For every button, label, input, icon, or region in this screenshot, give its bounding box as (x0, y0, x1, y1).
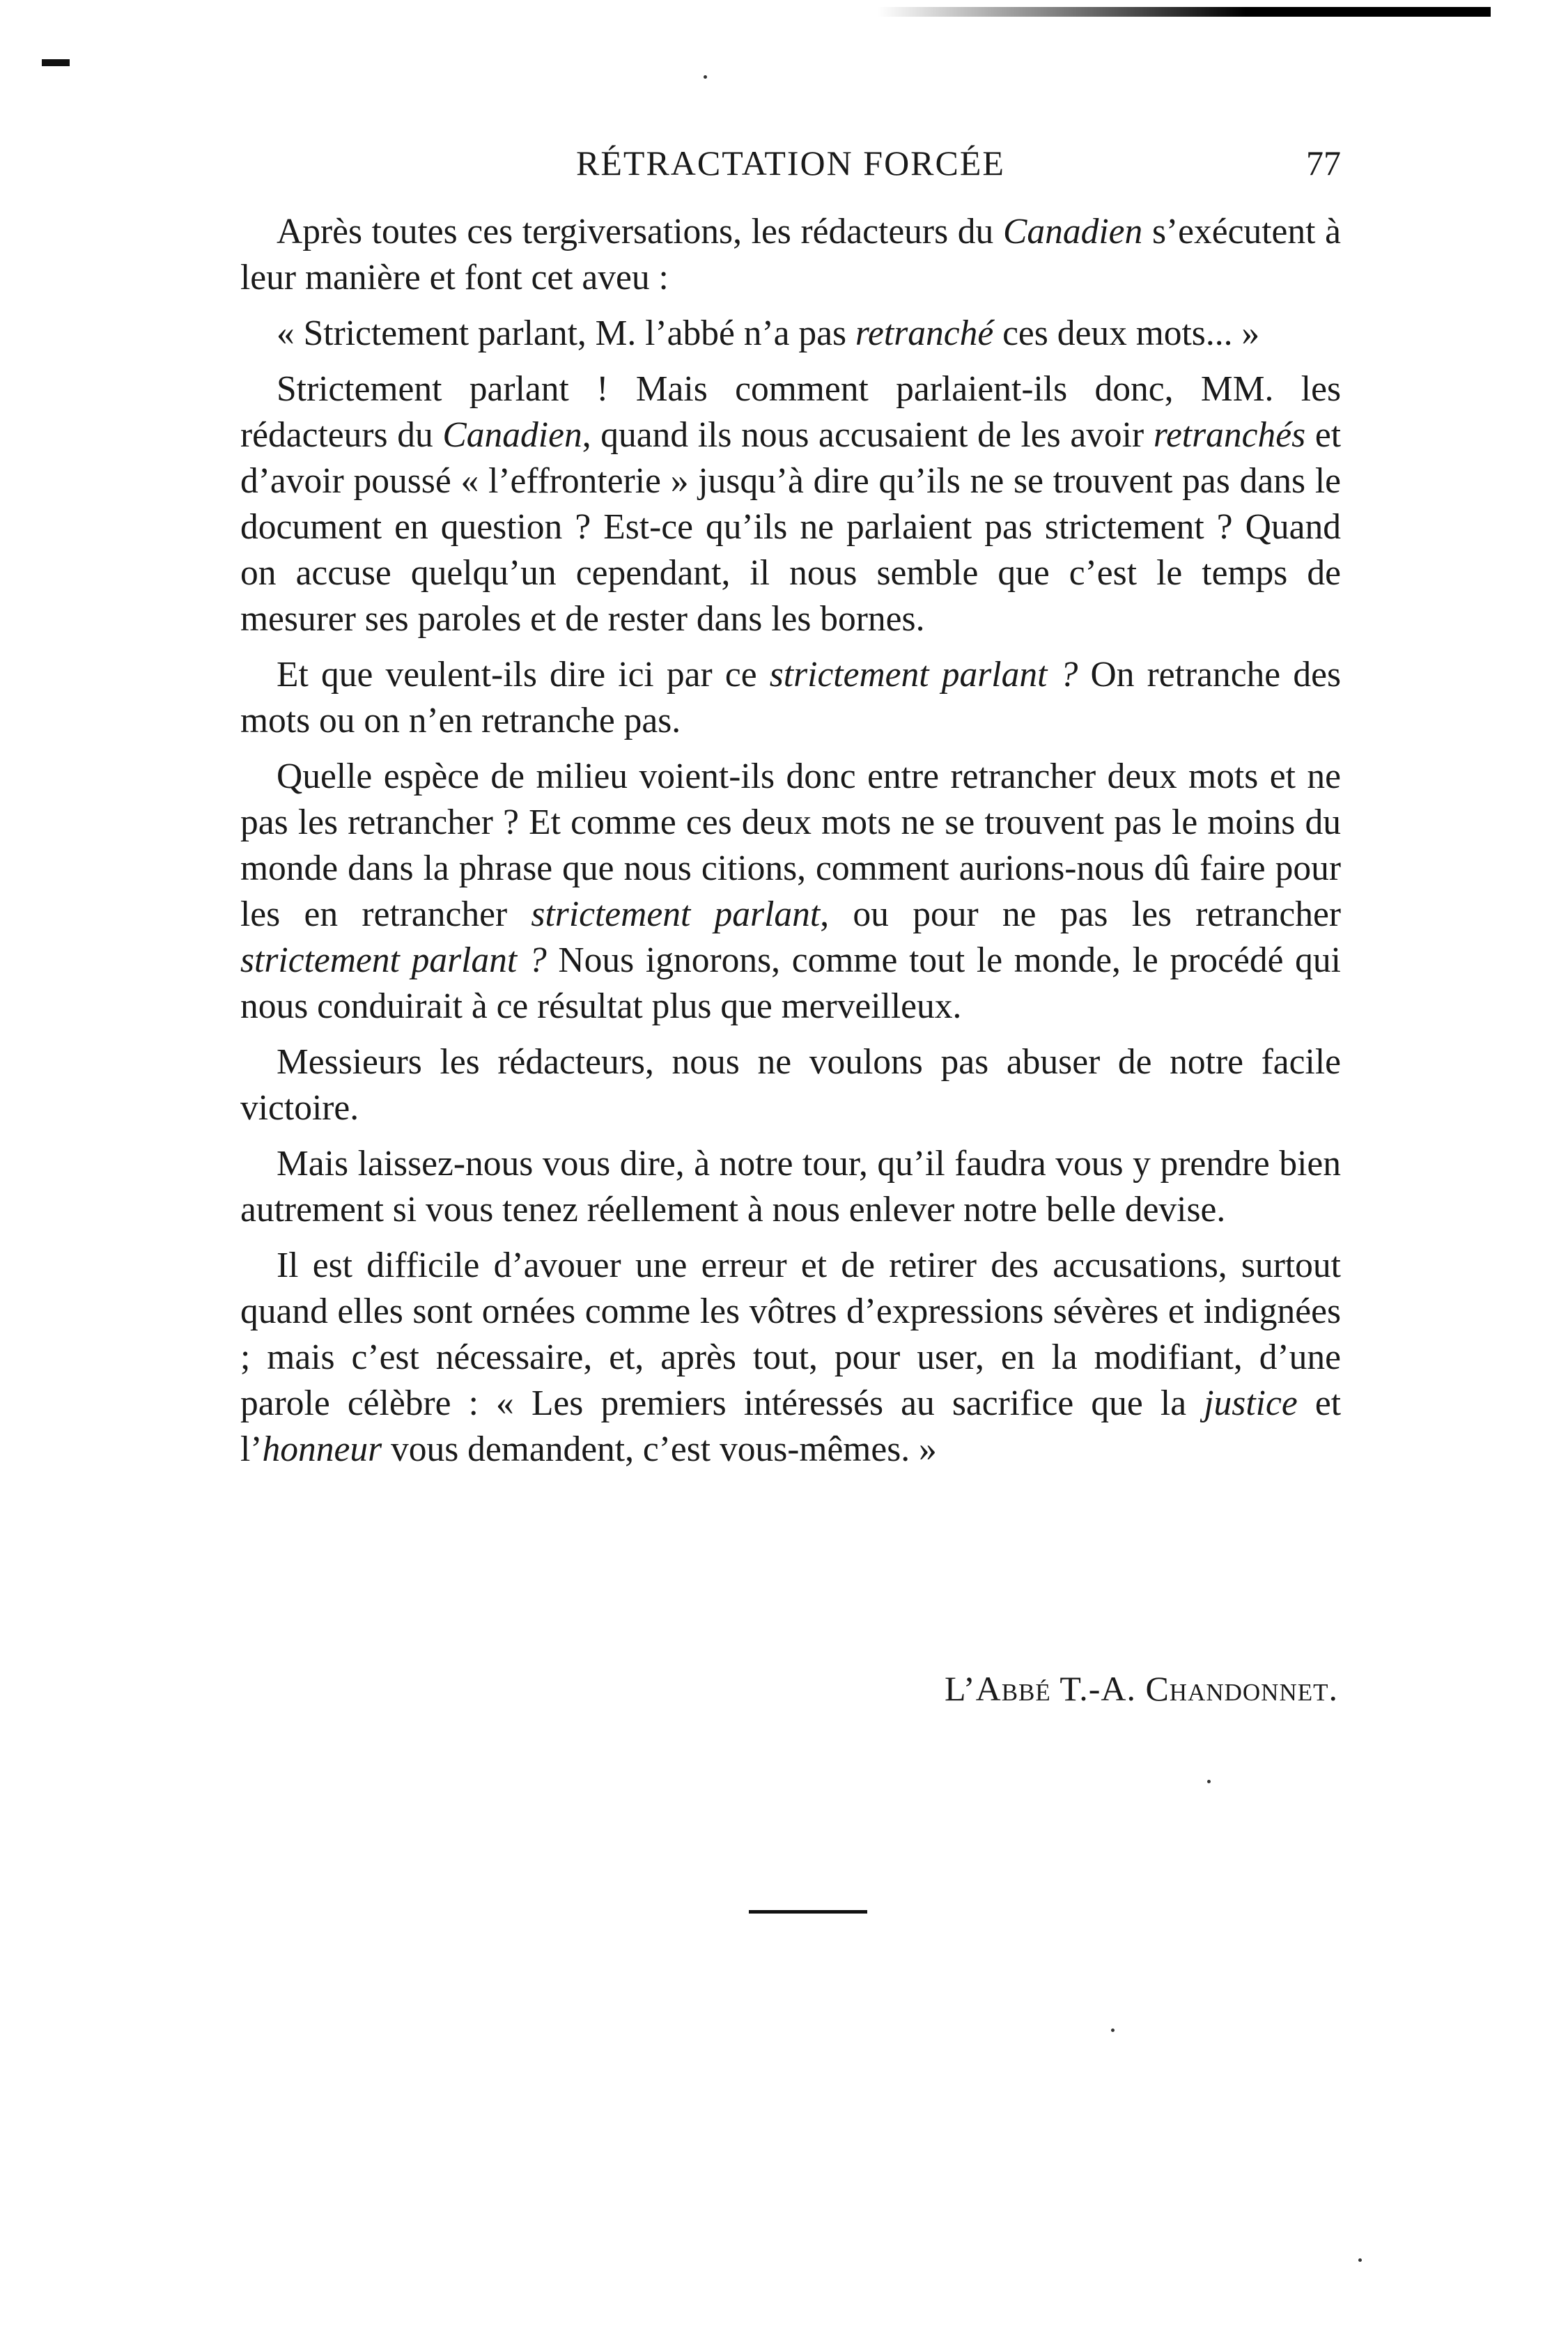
end-rule (749, 1910, 867, 1914)
paragraph (240, 209, 1341, 301)
paragraph (240, 754, 1341, 1030)
text-run: ces deux mots... » (993, 313, 1260, 353)
signature: L’Abbé T.-A. Chandonnet. (944, 1669, 1338, 1708)
text-run: Quelle espèce de milieu voient-ils donc entre retrancher deux mots et ne pas les retrancher ? Et comme ces deux mots ne se trouvent pas le moins du monde dans la phrase que nous citions, comment aurions-nous dû faire pour les en retrancher (240, 757, 1341, 934)
paragraph (240, 1039, 1341, 1131)
italic-run: Canadien (1002, 212, 1143, 251)
print-speck (1358, 2258, 1362, 2262)
print-speck (1111, 2028, 1115, 2032)
page-number: 77 (1306, 143, 1341, 183)
text-run: On retranche des mots ou on n’en retranche pas. (240, 655, 1341, 740)
paragraph (240, 1141, 1341, 1233)
body-text (240, 209, 1341, 1482)
text-run: et d’avoir poussé « l’effronterie » jusqu’à dire qu’ils ne se trouvent pas dans le document en question ? Est-ce qu’ils ne parlaient pas strictement ? Quand on accuse quelqu’un cependant, il nous semble que c’est le temps de mesurer ses paroles et de rester dans les bornes. (240, 415, 1342, 639)
text-run: Messieurs les rédacteurs, nous ne voulons pas abuser de notre facile victoire. (240, 1042, 1341, 1128)
text-run: « Strictement parlant, M. l’abbé n’a pas (277, 313, 855, 353)
italic-run: strictement parlant (531, 894, 821, 934)
italic-run: honneur (262, 1429, 382, 1469)
text-run: Strictement parlant ! Mais comment parlaient-ils donc, MM. les rédacteurs du (240, 369, 1341, 455)
italic-run: justice (1204, 1383, 1298, 1423)
print-speck (704, 75, 707, 79)
paragraph (240, 366, 1341, 642)
text-run: Nous ignorons, comme tout le monde, le procédé qui nous conduirait à ce résultat plus que merveilleux. (240, 940, 1341, 1026)
running-head (240, 143, 1341, 192)
italic-run: strictement parlant ? (240, 940, 547, 980)
text-run: , quand ils nous accusaient de les avoir (582, 415, 1154, 455)
text-run: Et que veulent-ils dire ici par ce (277, 655, 770, 695)
text-run: vous demandent, c’est vous-mêmes. » (382, 1429, 937, 1469)
top-edge-rule (878, 7, 1491, 17)
italic-run: Canadien (442, 415, 582, 455)
paragraph (240, 311, 1341, 357)
italic-run: strictement parlant ? (769, 655, 1078, 695)
corner-mark (42, 59, 70, 66)
text-run: Mais laissez-nous vous dire, à notre tour, qu’il faudra vous y prendre bien autrement si vous tenez réellement à nous enlever notre belle devise. (240, 1144, 1341, 1229)
text-run: , ou pour ne pas les retrancher (820, 894, 1341, 934)
paragraph (240, 652, 1341, 744)
running-title: RÉTRACTATION FORCÉE (576, 143, 1005, 183)
paragraph (240, 1243, 1341, 1473)
text-run: Après toutes ces tergiversations, les rédacteurs du (277, 212, 1003, 251)
text-run: et l’ (240, 1383, 1341, 1469)
italic-run: retranché (855, 313, 994, 353)
italic-run: retranchés (1153, 415, 1306, 455)
print-speck (1207, 1780, 1211, 1783)
text-run: Il est difficile d’avouer une erreur et de retirer des accusations, surtout quand elles sont ornées comme les vôtres d’expressions sévères et indignées ; mais c’est nécessaire, et, après tout, pour user, en la modifiant, d’une parole célèbre : « Les premiers intéressés au sacrifice que la (240, 1246, 1341, 1423)
text-run: s’exécutent à leur manière et font cet aveu : (240, 212, 1341, 297)
